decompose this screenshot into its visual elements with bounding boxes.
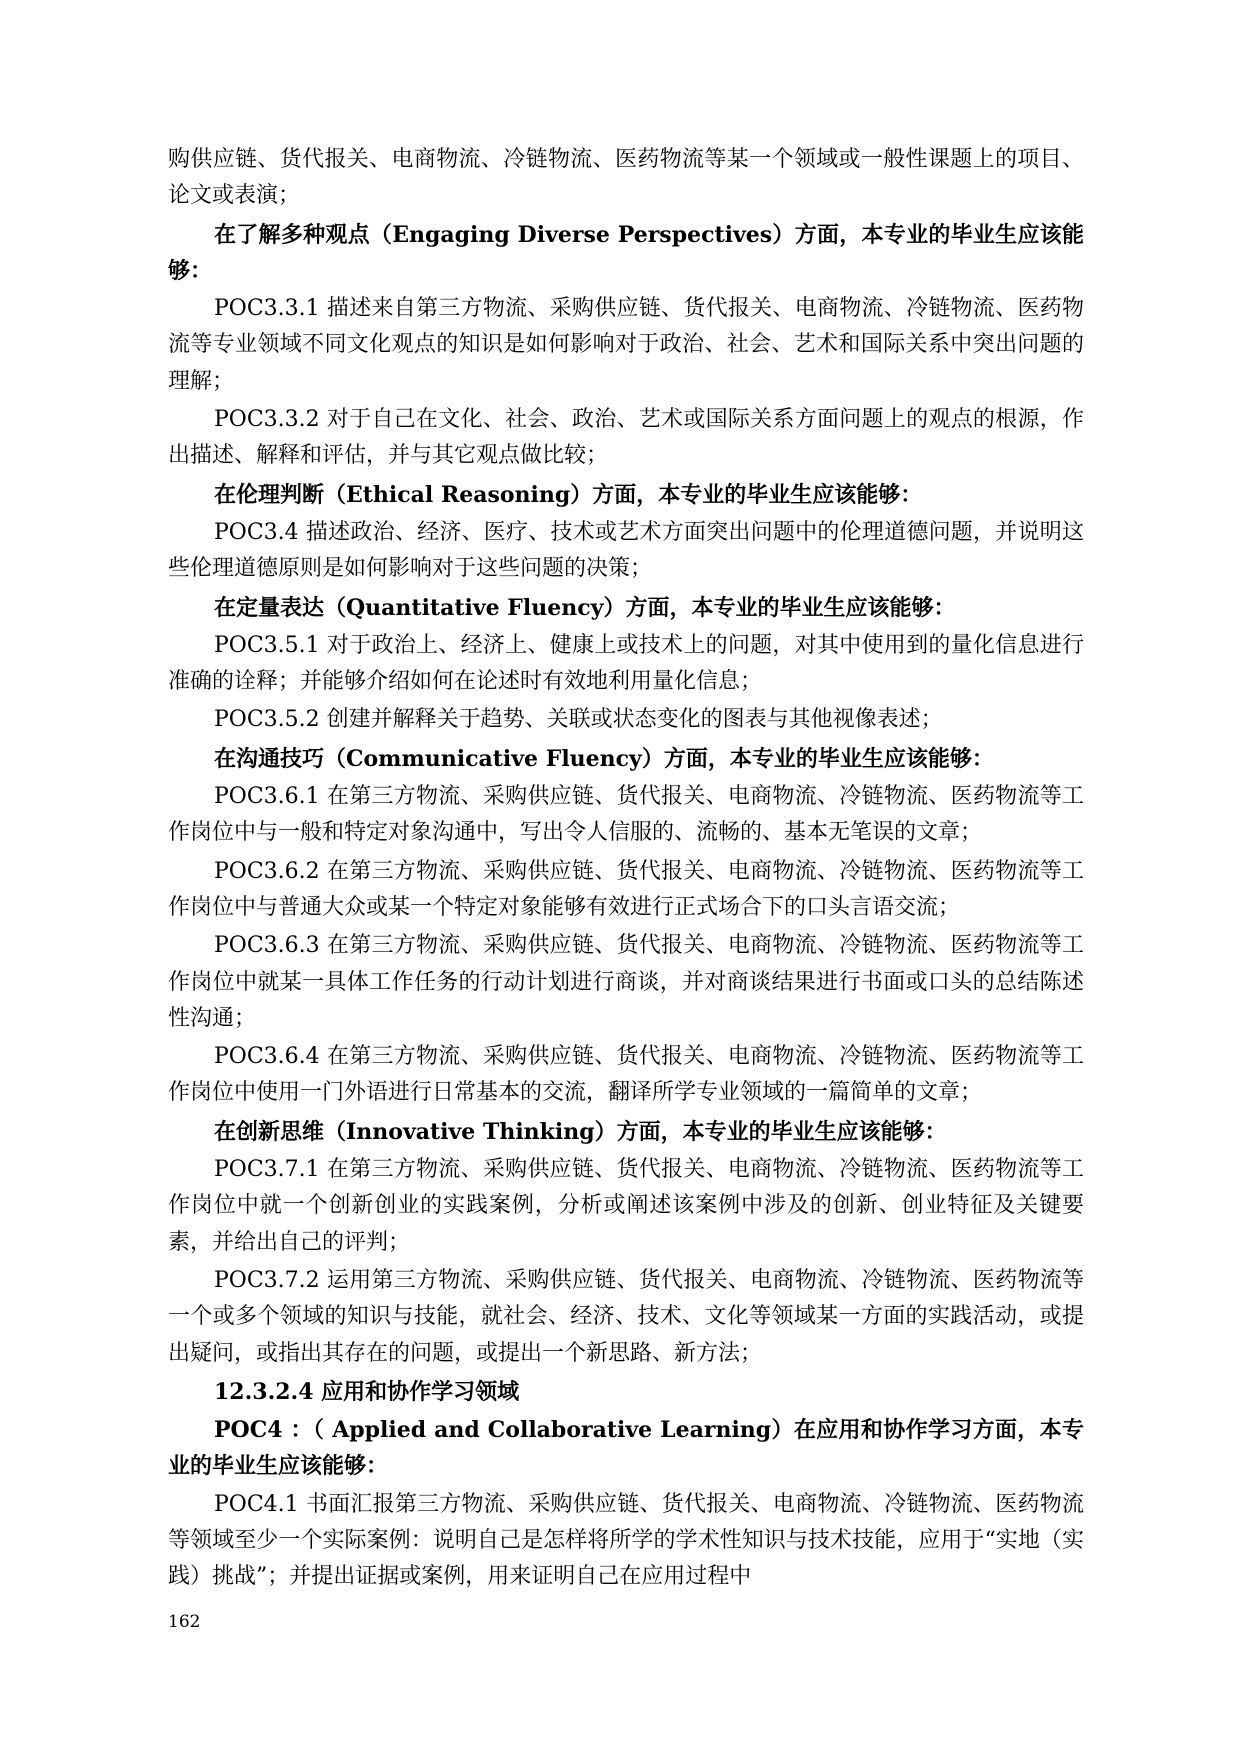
section-heading: 在定量表达（Quantitative Fluency）方面，本专业的毕业生应该能够： [214, 594, 956, 621]
paragraph: POC3.6.3 在第三方物流、采购供应链、货代报关、电商物流、冷链物流、医药物流等工作岗位中就某一具体工作任务的行动计划进行商谈，并对商谈结果进行书面或口头的总结陈述性沟通； [168, 933, 1084, 1031]
paragraph: POC3.6.1 在第三方物流、采购供应链、货代报关、电商物流、冷链物流、医药物流等工作岗位中与一般和特定对象沟通中，写出令人信服的、流畅的、基本无笔误的文章； [168, 784, 1084, 846]
section-heading: 12.3.2.4 应用和协作学习领域 [214, 1378, 520, 1405]
section-heading: 在伦理判断（Ethical Reasoning）方面，本专业的毕业生应该能够： [214, 481, 923, 508]
paragraph: POC3.7.1 在第三方物流、采购供应链、货代报关、电商物流、冷链物流、医药物流等工作岗位中就一个创新创业的实践案例，分析或阐述该案例中涉及的创新、创业特征及关键要素，并给出自己的评判； [168, 1157, 1084, 1255]
section-heading: POC4 ：（ Applied and Collaborative Learning）在应用和协作学习方面，本专业的毕业生应该能够： [168, 1417, 1084, 1480]
paragraph: POC3.6.4 在第三方物流、采购供应链、货代报关、电商物流、冷链物流、医药物流等工作岗位中使用一门外语进行日常基本的交流，翻译所学专业领域的一篇简单的文章； [168, 1044, 1084, 1106]
page-number: 162 [168, 1612, 201, 1632]
paragraph: 购供应链、货代报关、电商物流、冷链物流、医药物流等某一个领域或一般性课题上的项目、论文或表演； [168, 147, 1084, 209]
body-text [168, 142, 1084, 1596]
paragraph: POC3.5.1 对于政治上、经济上、健康上或技术上的问题，对其中使用到的量化信息进行准确的诠释；并能够介绍如何在论述时有效地利用量化信息； [168, 632, 1084, 695]
paragraph: POC3.3.1 描述来自第三方物流、采购供应链、货代报关、电商物流、冷链物流、医药物流等专业领域不同文化观点的知识是如何影响对于政治、社会、艺术和国际关系中突出问题的理解； [168, 296, 1084, 394]
paragraph: POC3.5.2 创建并解释关于趋势、关联或状态变化的图表与其他视像表述； [214, 707, 943, 733]
paragraph: POC3.6.2 在第三方物流、采购供应链、货代报关、电商物流、冷链物流、医药物流等工作岗位中与普通大众或某一个特定对象能够有效进行正式场合下的口头言语交流； [168, 858, 1084, 920]
paragraph: POC3.3.2 对于自己在文化、社会、政治、艺术或国际关系方面问题上的观点的根源，作出描述、解释和评估，并与其它观点做比较； [168, 407, 1084, 469]
paragraph: POC3.7.2 运用第三方物流、采购供应链、货代报关、电商物流、冷链物流、医药物流等一个或多个领域的知识与技能，就社会、经济、技术、文化等领域某一方面的实践活动，或提出疑问，或指出其存在的问题，或提出一个新思路、新方法； [168, 1267, 1084, 1366]
paragraph: POC4.1 书面汇报第三方物流、采购供应链、货代报关、电商物流、冷链物流、医药物流等领域至少一个实际案例：说明自己是怎样将所学的学术性知识与技术技能，应用于“实地（实践）挑战”；并提出证据或案例，用来证明自己在应用过程中 [168, 1491, 1084, 1590]
section-heading: 在创新思维（Innovative Thinking）方面，本专业的毕业生应该能够： [214, 1118, 947, 1145]
section-heading: 在了解多种观点（Engaging Diverse Perspectives）方面，本专业的毕业生应该能够： [168, 221, 1084, 284]
paragraph: POC3.4 描述政治、经济、医疗、技术或艺术方面突出问题中的伦理道德问题，并说明这些伦理道德原则是如何影响对于这些问题的决策； [168, 519, 1084, 582]
section-heading: 在沟通技巧（Communicative Fluency）方面，本专业的毕业生应该能够： [214, 745, 994, 772]
